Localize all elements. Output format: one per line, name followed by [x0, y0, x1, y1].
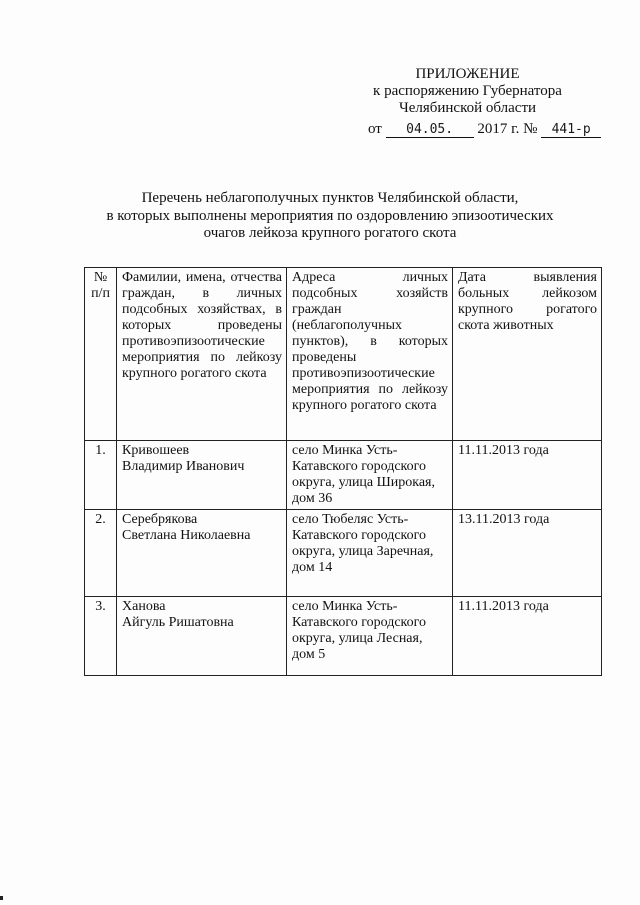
- row-address: село Тюбеляс Усть-Катавского городского округа, улица Заречная, дом 14: [287, 510, 453, 597]
- row-surname: Кривошеев: [122, 443, 190, 458]
- table-row: [85, 441, 602, 510]
- order-year: 2017 г. №: [477, 121, 538, 137]
- table-row: [85, 597, 602, 676]
- scan-mark: [0, 896, 3, 900]
- appendix-reference: к распоряжению Губернатора: [373, 83, 562, 99]
- title-line-2: в которых выполнены мероприятия по оздоровлению эпизоотических: [106, 207, 554, 224]
- order-date-line: [368, 121, 601, 138]
- header-addresses: Адреса личных подсобных хозяйств граждан (неблагополучных пунктов), в которых проведены противоэпизоотические мероприятия по лейкозу крупного рогатого скота: [287, 268, 453, 441]
- farms-table: [84, 267, 602, 676]
- row-date: 11.11.2013 года: [453, 441, 602, 510]
- row-date: 11.11.2013 года: [453, 597, 602, 676]
- header-names: Фамилии, имена, отчества граждан, в личных подсобных хозяйствах, в которых проведены противоэпизоотические мероприятия по лейкозу крупного рогатого скота: [117, 268, 287, 441]
- row-address: село Минка Усть-Катавского городского округа, улица Лесная, дом 5: [287, 597, 453, 676]
- row-given-names: Айгуль Ришатовна: [122, 615, 234, 630]
- appendix-block: [360, 66, 575, 117]
- header-number: № п/п: [85, 268, 117, 441]
- appendix-title: ПРИЛОЖЕНИЕ: [415, 66, 520, 82]
- row-given-names: Светлана Николаевна: [122, 528, 251, 543]
- row-number: 2.: [85, 510, 117, 597]
- order-date: 04.05.: [386, 123, 474, 138]
- row-name: [117, 441, 287, 510]
- header-date: Дата выявления больных лейкозом крупного рогатого скота животных: [453, 268, 602, 441]
- row-address: село Минка Усть-Катавского городского округа, улица Широкая, дом 36: [287, 441, 453, 510]
- document-title: [60, 190, 600, 243]
- row-number: 3.: [85, 597, 117, 676]
- row-surname: Ханова: [122, 599, 166, 614]
- row-name: [117, 510, 287, 597]
- row-given-names: Владимир Иванович: [122, 459, 245, 474]
- row-number: 1.: [85, 441, 117, 510]
- title-line-3: очагов лейкоза крупного рогатого скота: [203, 225, 457, 241]
- row-date: 13.11.2013 года: [453, 510, 602, 597]
- row-name: [117, 597, 287, 676]
- date-prefix: от: [368, 121, 382, 137]
- title-line-1: Перечень неблагополучных пунктов Челябинской области,: [141, 190, 519, 206]
- table-header-row: [85, 268, 602, 441]
- row-surname: Серебрякова: [122, 512, 198, 527]
- appendix-region: Челябинской области: [398, 100, 537, 116]
- order-number: 441-р: [541, 123, 601, 138]
- table-row: [85, 510, 602, 597]
